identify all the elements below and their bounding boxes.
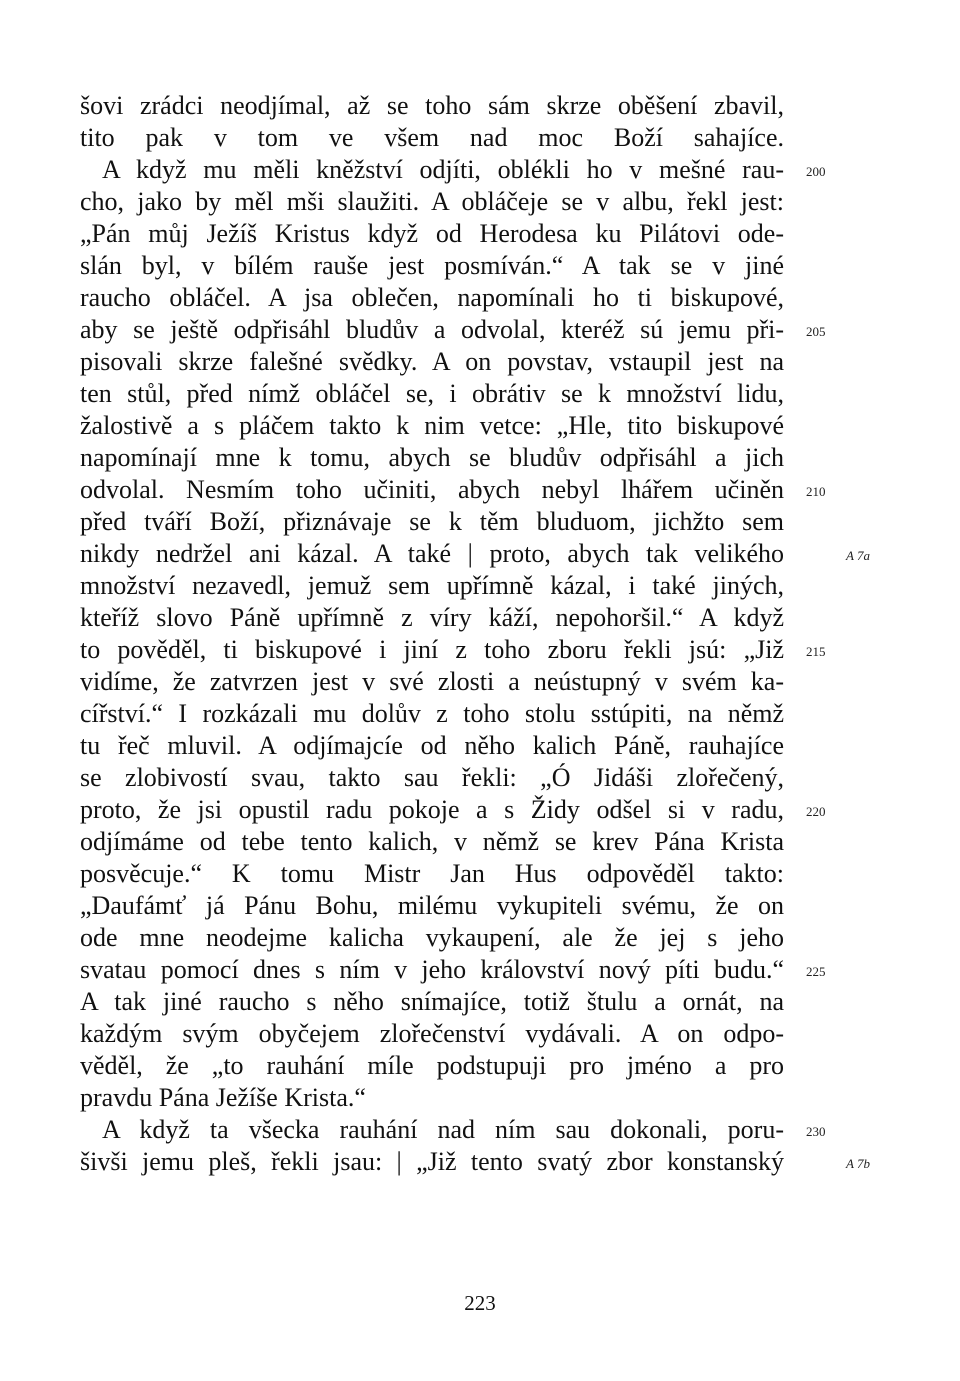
text-line: A když mu měli kněžství odjíti, oblékli ho v mešné rau- — [102, 155, 784, 184]
text-line: napomínají mne k tomu, abych se bludův odpřisáhl a jich — [80, 443, 784, 472]
line-number: 225 — [806, 964, 826, 979]
text-line: kteříž slovo Páně upřímně z víry káží, nepohoršil.“ A když — [80, 603, 784, 632]
text-line: množství nezavedl, jemuž sem upřímně kázal, i také jiných, — [80, 571, 784, 600]
text-line: ten stůl, před nímž obláčel se, i obrátiv se k množství lidu, — [80, 379, 784, 408]
line-number: 220 — [806, 804, 826, 819]
text-line: věděl, že „to rauhání míle podstupuji pro jméno a pro — [80, 1051, 784, 1080]
text-line: každým svým obyčejem zlořečenství vydávali. A on odpo- — [80, 1019, 784, 1048]
text-line: šovi zrádci neodjímal, až se toho sám skrze oběšení zbavil, — [80, 91, 784, 120]
text-line: nikdy nedržel ani kázal. A také | proto, abych tak velikého — [80, 539, 784, 568]
text-line: A když ta všecka rauhání nad ním sau dokonali, poru- — [102, 1115, 784, 1144]
text-line: tito pak v tom ve všem nad moc Boží sahajíce. — [80, 123, 784, 152]
text-line: se zlobivostí svau, takto sau řekli: „Ó Jidáši zlořečený, — [80, 763, 784, 792]
line-number: 200 — [806, 164, 826, 179]
text-line: slán byl, v bílém rauše jest posmíván.“ A tak se v jiné — [80, 251, 784, 280]
page-number: 223 — [464, 1291, 496, 1315]
text-line: pravdu Pána Ježíše Krista.“ — [80, 1083, 366, 1112]
text-line: raucho obláčel. A jsa oblečen, napomínali ho ti biskupové, — [80, 283, 784, 312]
text-line: tu řeč mluvil. A odjímajcíe od něho kalich Páně, rauhajíce — [80, 731, 784, 760]
text-line: svatau pomocí dnes s ním v jeho království nový píti budu.“ — [80, 955, 784, 984]
text-line: odvolal. Nesmím toho učiniti, abych nebyl lhářem učiněn — [80, 475, 784, 504]
line-number: 205 — [806, 324, 826, 339]
text-line: před tváří Boží, přiznávaje se k těm bluduom, jichžto sem — [80, 507, 784, 536]
text-line: A tak jiné raucho s něho snímajíce, totiž štulu a ornát, na — [80, 987, 784, 1016]
text-line: cířství.“ I rozkázali mu dolův z toho stolu sstúpiti, na němž — [80, 699, 784, 728]
line-number: 215 — [806, 644, 826, 659]
line-number: 210 — [806, 484, 826, 499]
text-line: to pověděl, ti biskupové i jiní z toho zboru řekli jsú: „Již — [80, 635, 784, 664]
text-line: „Pán můj Ježíš Kristus když od Herodesa ku Pilátovi ode- — [80, 219, 784, 248]
text-line: proto, že jsi opustil radu pokoje a s Židy odšel si v radu, — [80, 795, 784, 824]
text-line: pisovali skrze falešné svědky. A on povstav, vstaupil jest na — [80, 347, 784, 376]
text-line: posvěcuje.“ K tomu Mistr Jan Hus odpověděl takto: — [80, 859, 784, 888]
text-line: cho, jako by měl mši slaužiti. A obláčeje se v albu, řekl jest: — [80, 187, 784, 216]
text-line: šivši jemu pleš, řekli jsau: | „Již tento svatý zbor konstanský — [80, 1147, 784, 1176]
text-line: odjímáme od tebe tento kalich, v němž se krev Pána Krista — [80, 827, 784, 856]
text-line: aby se ještě odpřisáhl bludův a odvolal, kteréž sú jemu při- — [80, 315, 784, 344]
text-line: „Daufámť já Pánu Bohu, milému vykupiteli svému, že on — [80, 891, 784, 920]
folio-side-note: A 7a — [846, 548, 870, 563]
text-line: ode mne neodejme kalicha vykaupení, ale že jej s jeho — [80, 923, 784, 952]
text-line: vidíme, že zatvrzen jest v své zlosti a neústupný v svém ka- — [80, 667, 784, 696]
line-number: 230 — [806, 1124, 826, 1139]
text-line: žalostivě a s pláčem takto k nim vetce: „Hle, tito biskupové — [80, 411, 784, 440]
folio-side-note: A 7b — [846, 1156, 870, 1171]
